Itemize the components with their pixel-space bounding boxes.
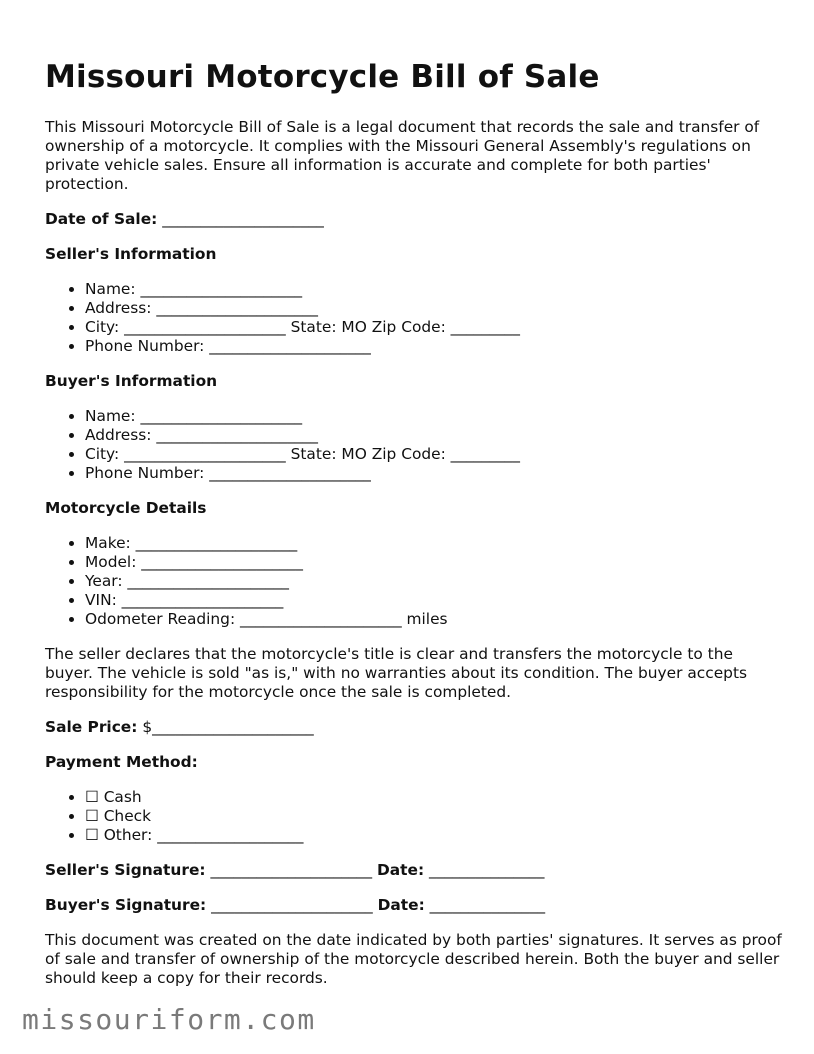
buyer-date-label: Date: [377, 896, 425, 914]
seller-info-heading: Seller's Information [45, 245, 217, 263]
sale-price-field[interactable]: $_____________________ [142, 718, 314, 736]
buyer-date-field[interactable]: _______________ [429, 896, 546, 914]
seller-date-field[interactable]: _______________ [429, 861, 545, 879]
odometer-field[interactable]: • Odometer Reading: _____________________ miles [85, 610, 448, 629]
vin-field[interactable]: • VIN: _____________________ [85, 591, 448, 610]
seller-info-list [45, 280, 520, 356]
closing-paragraph: This document was created on the date indicated by both parties' signatures. It serves as proof of sale and transfer of ownership of the motorcycle described herein. Both the buyer and seller should keep a copy for their records. [45, 931, 782, 987]
seller-name-field[interactable]: • Name: _____________________ [85, 280, 520, 299]
site-watermark: missouriform.com [22, 1003, 316, 1036]
year-field[interactable]: • Year: _____________________ [85, 572, 448, 591]
payment-method-list [45, 788, 303, 845]
buyer-info-heading: Buyer's Information [45, 372, 218, 390]
buyer-phone-field[interactable]: • Phone Number: _____________________ [85, 464, 520, 483]
sale-price-line [45, 718, 314, 737]
buyer-signature-field[interactable]: _____________________ [211, 896, 373, 914]
seller-address-field[interactable]: • Address: _____________________ [85, 299, 520, 318]
page-title: Missouri Motorcycle Bill of Sale [45, 59, 600, 95]
buyer-signature-label: Buyer's Signature: [45, 896, 207, 914]
date-of-sale-line [45, 210, 324, 229]
model-field[interactable]: • Model: _____________________ [85, 553, 448, 572]
seller-date-label: Date: [376, 861, 425, 879]
seller-phone-field[interactable]: • Phone Number: _____________________ [85, 337, 520, 356]
date-of-sale-label: Date of Sale: [45, 210, 158, 228]
payment-method-heading: Payment Method: [45, 753, 198, 771]
buyer-signature-line [45, 896, 545, 915]
motorcycle-details-heading: Motorcycle Details [45, 499, 207, 517]
seller-city-field[interactable]: • City: _____________________ State: MO Zip Code: _________ [85, 318, 520, 337]
seller-signature-field[interactable]: _____________________ [210, 861, 373, 879]
seller-signature-line [45, 861, 544, 880]
payment-cash-checkbox[interactable]: • ☐ Cash [85, 788, 303, 807]
buyer-address-field[interactable]: • Address: _____________________ [85, 426, 520, 445]
payment-check-checkbox[interactable]: • ☐ Check [85, 807, 303, 826]
buyer-name-field[interactable]: • Name: _____________________ [85, 407, 520, 426]
intro-paragraph: This Missouri Motorcycle Bill of Sale is a legal document that records the sale and transfer of ownership of a motorcycle. It complies with the Missouri General Assembly's regulations on private vehicle sales. Ensure all information is accurate and complete for both parties' protection. [45, 118, 760, 193]
payment-other-checkbox[interactable]: • ☐ Other: ___________________ [85, 826, 303, 845]
seller-signature-label: Seller's Signature: [45, 861, 206, 879]
declaration-paragraph: The seller declares that the motorcycle's title is clear and transfers the motorcycle to the buyer. The vehicle is sold "as is," with no warranties about its condition. The buyer accepts responsibility for the motorcycle once the sale is completed. [45, 645, 747, 701]
motorcycle-details-list [45, 534, 448, 629]
buyer-info-list [45, 407, 520, 483]
sale-price-label: Sale Price: [45, 718, 138, 736]
date-of-sale-field[interactable]: _____________________ [162, 210, 324, 228]
make-field[interactable]: • Make: _____________________ [85, 534, 448, 553]
buyer-city-field[interactable]: • City: _____________________ State: MO Zip Code: _________ [85, 445, 520, 464]
